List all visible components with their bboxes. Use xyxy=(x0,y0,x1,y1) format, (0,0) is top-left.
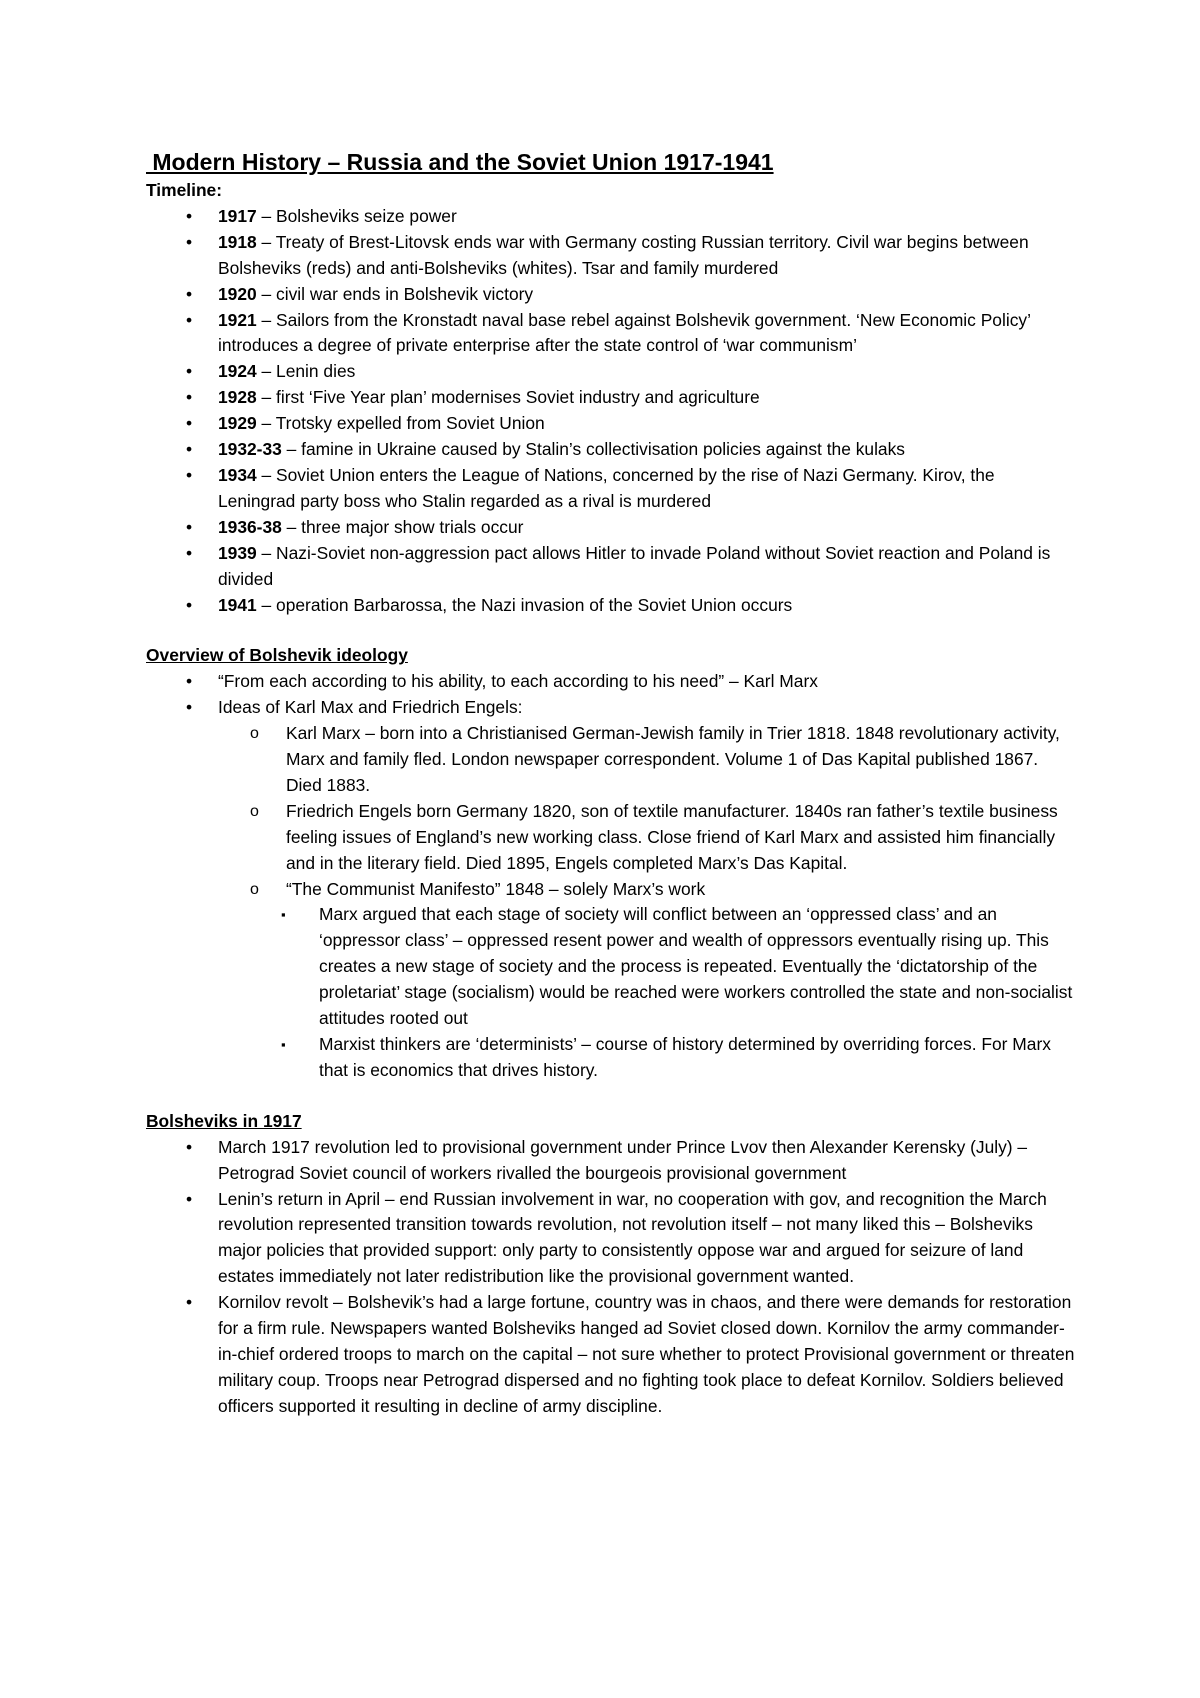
timeline-item xyxy=(146,230,1076,282)
timeline-year: 1936-38 xyxy=(218,516,282,537)
timeline-text: – Treaty of Brest-Litovsk ends war with Germany costing Russian territory. Civil war begins between Bolsheviks (reds) and anti-Bolsheviks (whites). Tsar and family murdered xyxy=(218,231,1029,278)
ideas-label: Ideas of Karl Max and Friedrich Engels: xyxy=(218,697,523,718)
ideology-heading: Overview of Bolshevik ideology xyxy=(146,645,408,666)
timeline-text: – first ‘Five Year plan’ modernises Soviet industry and agriculture xyxy=(256,387,760,408)
timeline-year: 1917 xyxy=(218,205,257,226)
engels-bio: o Friedrich Engels born Germany 1820, son of textile manufacturer. 1840s ran father’s textile business feeling issues of England’s new working class. Close friend of Karl Marx and assisted him financially and in the literary field. Died 1895, Engels completed Marx’s Das Kapital. xyxy=(214,799,1076,877)
timeline-item xyxy=(146,593,1076,619)
ideology-list xyxy=(146,669,1076,1084)
bolsheviks-1917-list xyxy=(146,1135,1076,1420)
document-page xyxy=(146,148,1076,1420)
timeline-year: 1928 xyxy=(218,387,257,408)
ideology-ideas-item xyxy=(146,695,1076,1084)
bolsheviks-1917-item: • Lenin’s return in April – end Russian involvement in war, no cooperation with gov, and recognition the March revolution represented transition towards revolution, not revolution itself – not many liked this – Bolsheviks major policies that provided support: only party to consistently oppose war and argued for seizure of land estates immediately not later redistribution like the provisional government wanted. xyxy=(146,1187,1076,1291)
timeline-item xyxy=(146,541,1076,593)
ideas-sublist xyxy=(214,721,1076,1084)
timeline-text: – famine in Ukraine caused by Stalin’s collectivisation policies against the kulaks xyxy=(281,439,905,460)
timeline-item xyxy=(146,515,1076,541)
timeline-year: 1929 xyxy=(218,413,257,434)
manifesto-item xyxy=(214,877,1076,1084)
page-title: Modern History – Russia and the Soviet Union 1917-1941 xyxy=(146,149,774,175)
timeline-text: – Bolsheviks seize power xyxy=(256,205,457,226)
timeline-year: 1918 xyxy=(218,231,257,252)
timeline-text: – Nazi-Soviet non-aggression pact allows Hitler to invade Poland without Soviet reaction and Poland is divided xyxy=(218,542,1051,589)
timeline-year: 1932-33 xyxy=(218,439,282,460)
timeline-item xyxy=(146,463,1076,515)
timeline-item xyxy=(146,437,1076,463)
timeline-year: 1920 xyxy=(218,283,257,304)
timeline-text: – operation Barbarossa, the Nazi invasion of the Soviet Union occurs xyxy=(256,594,793,615)
ideology-quote: • “From each according to his ability, to each according to his need” – Karl Marx xyxy=(146,669,1076,695)
timeline-year: 1941 xyxy=(218,594,257,615)
timeline-text: – three major show trials occur xyxy=(281,516,524,537)
timeline-year: 1921 xyxy=(218,309,257,330)
timeline-item xyxy=(146,359,1076,385)
timeline-text: – Trotsky expelled from Soviet Union xyxy=(256,413,545,434)
timeline-label: Timeline: xyxy=(146,180,223,200)
timeline-item xyxy=(146,204,1076,230)
marx-bio: o Karl Marx – born into a Christianised German-Jewish family in Trier 1818. 1848 revolutionary activity, Marx and family fled. London newspaper correspondent. Volume 1 of Das Kapital published 1867. Died 1883. xyxy=(214,721,1076,799)
manifesto-point: ▪ Marxist thinkers are ‘determinists’ – course of history determined by overriding forces. For Marx that is economics that drives history. xyxy=(281,1032,1076,1084)
timeline-year: 1939 xyxy=(218,542,257,563)
timeline-text: – civil war ends in Bolshevik victory xyxy=(256,283,534,304)
timeline-text: – Lenin dies xyxy=(256,361,356,382)
bolsheviks-1917-item: • March 1917 revolution led to provisional government under Prince Lvov then Alexander Kerensky (July) – Petrograd Soviet council of workers rivalled the bourgeois provisional government xyxy=(146,1135,1076,1187)
manifesto-label: “The Communist Manifesto” 1848 – solely Marx’s work xyxy=(286,878,706,899)
timeline-list xyxy=(146,204,1076,619)
timeline-item xyxy=(146,385,1076,411)
manifesto-points xyxy=(281,902,1076,1083)
timeline-item xyxy=(146,308,1076,360)
timeline-item xyxy=(146,282,1076,308)
timeline-item xyxy=(146,411,1076,437)
timeline-year: 1934 xyxy=(218,464,257,485)
timeline-text: – Sailors from the Kronstadt naval base rebel against Bolshevik government. ‘New Economic Policy’ introduces a degree of private enterprise after the state control of ‘war communism’ xyxy=(218,309,1031,356)
timeline-text: – Soviet Union enters the League of Nations, concerned by the rise of Nazi Germany. Kirov, the Leningrad party boss who Stalin regarded as a rival is murdered xyxy=(218,464,995,511)
manifesto-point: ▪ Marx argued that each stage of society will conflict between an ‘oppressed class’ and an ‘oppressor class’ – oppressed resent power and wealth of oppressors eventually rising up. This creates a new stage of society and the process is repeated. Eventually the ‘dictatorship of the proletariat’ stage (socialism) would be reached were workers controlled the state and non-socialist attitudes rooted out xyxy=(281,902,1076,1032)
bolsheviks-1917-heading: Bolsheviks in 1917 xyxy=(146,1110,302,1131)
bolsheviks-1917-item: • Kornilov revolt – Bolshevik’s had a large fortune, country was in chaos, and there were demands for restoration for a firm rule. Newspapers wanted Bolsheviks hanged ad Soviet closed down. Kornilov the army commander-in-chief ordered troops to march on the capital – not sure whether to protect Provisional government or threaten military coup. Troops near Petrograd dispersed and no fighting took place to defeat Kornilov. Soldiers believed officers supported it resulting in decline of army discipline. xyxy=(146,1290,1076,1420)
timeline-year: 1924 xyxy=(218,361,257,382)
